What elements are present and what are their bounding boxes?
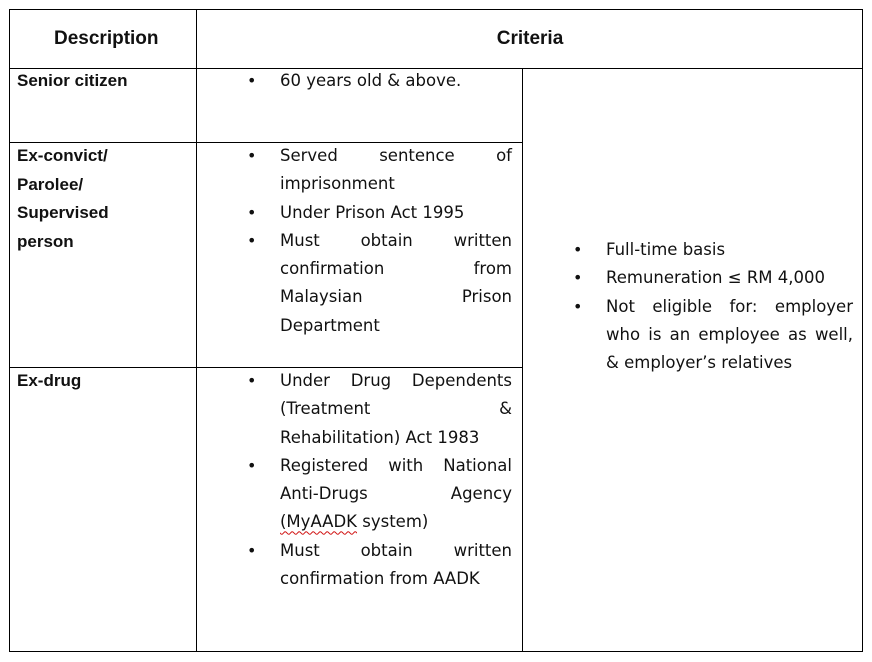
criteria-item: • Remuneration ≤ RM 4,000 xyxy=(606,264,853,292)
criteria-item: • Under Drug Dependents (Treatment & Rehabilitation) Act 1983 xyxy=(280,367,512,452)
row-senior-citizen-description: Senior citizen xyxy=(17,71,128,90)
criteria-text: Registered with National Anti-Drugs Agency xyxy=(280,455,512,504)
criteria-text: system) xyxy=(357,512,429,532)
criteria-item: • Served sentence of imprisonment xyxy=(280,142,512,199)
criteria-item xyxy=(280,452,512,537)
table-border-left xyxy=(9,9,10,652)
criteria-item: • 60 years old & above. xyxy=(280,67,512,95)
column-divider-1 xyxy=(196,9,197,652)
header-criteria: Criteria xyxy=(496,28,564,49)
row-ex-drug-description: Ex-drug xyxy=(17,371,82,390)
table-border-bottom xyxy=(9,651,863,652)
spellcheck-flagged-word: (MyAADK xyxy=(280,512,357,532)
row-ex-drug-criteria xyxy=(280,367,512,593)
header-description: Description xyxy=(54,28,159,49)
common-criteria-list xyxy=(606,236,853,377)
criteria-item: • Must obtain written confirmation from AADK xyxy=(280,537,512,594)
row-senior-citizen-criteria xyxy=(280,67,512,95)
criteria-item: • Full-time basis xyxy=(606,236,853,264)
criteria-item: • Not eligible for: employer who is an employee as well, & employer’s relatives xyxy=(606,293,853,378)
row-ex-convict-criteria xyxy=(280,142,512,340)
criteria-item: • Must obtain written confirmation from Malaysian Prison Department xyxy=(280,227,512,340)
column-divider-2 xyxy=(522,68,523,652)
criteria-item: • Under Prison Act 1995 xyxy=(280,199,512,227)
table-border-right xyxy=(862,9,863,652)
row-ex-convict-description: Ex-convict/ Parolee/ Supervised person xyxy=(17,146,109,251)
